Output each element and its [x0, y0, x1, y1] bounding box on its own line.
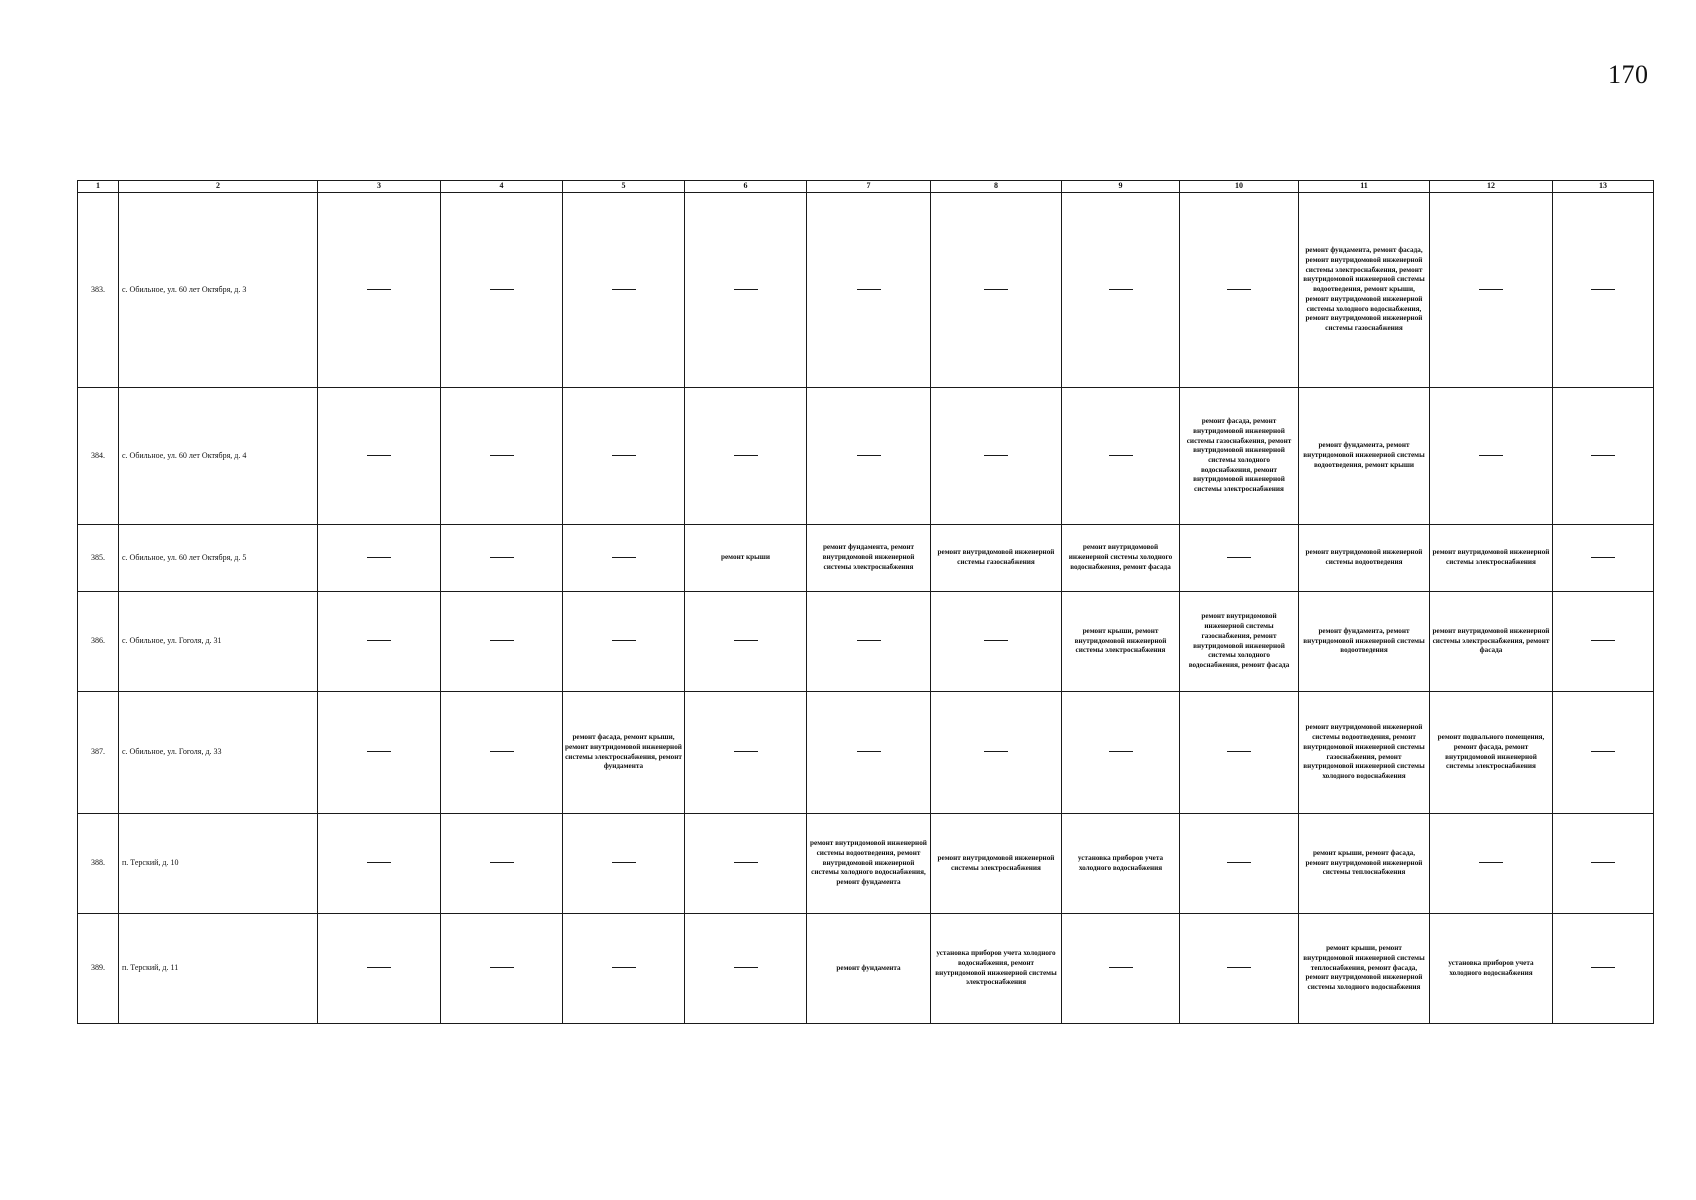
dash-mark — [734, 862, 758, 863]
dash-mark — [367, 455, 391, 456]
empty-cell-dash — [441, 193, 563, 388]
dash-mark — [1227, 967, 1251, 968]
empty-cell-dash — [1553, 193, 1654, 388]
empty-cell-dash — [685, 592, 807, 692]
empty-cell-dash — [1553, 525, 1654, 592]
dash-mark — [984, 751, 1008, 752]
work-description: ремонт крыши, ремонт фасада, ремонт внутридомовой инженерной системы теплоснабжения — [1305, 848, 1423, 877]
dash-mark — [734, 455, 758, 456]
dash-mark — [734, 289, 758, 290]
dash-mark — [612, 455, 636, 456]
column-header-10: 10 — [1180, 181, 1299, 193]
row-address: п. Терский, д. 11 — [119, 914, 318, 1024]
empty-cell-dash — [318, 525, 441, 592]
empty-cell-dash — [1553, 692, 1654, 814]
work-description-cell — [1299, 525, 1430, 592]
empty-cell-dash — [1180, 814, 1299, 914]
column-header-11: 11 — [1299, 181, 1430, 193]
empty-cell-dash — [563, 814, 685, 914]
row-address: с. Обильное, ул. 60 лет Октября, д. 5 — [119, 525, 318, 592]
empty-cell-dash — [1430, 388, 1553, 525]
empty-cell-dash — [563, 388, 685, 525]
work-description: ремонт внутридомовой инженерной системы холодного водоснабжения, ремонт фасада — [1068, 543, 1173, 571]
empty-cell-dash — [318, 592, 441, 692]
empty-cell-dash — [807, 193, 931, 388]
dash-mark — [1591, 455, 1615, 456]
table-row — [78, 592, 1654, 692]
empty-cell-dash — [807, 388, 931, 525]
dash-mark — [490, 640, 514, 641]
dash-mark — [1591, 557, 1615, 558]
empty-cell-dash — [1553, 388, 1654, 525]
empty-cell-dash — [685, 814, 807, 914]
empty-cell-dash — [441, 525, 563, 592]
dash-mark — [367, 640, 391, 641]
row-address: с. Обильное, ул. 60 лет Октября, д. 4 — [119, 388, 318, 525]
column-header-13: 13 — [1553, 181, 1654, 193]
table-body — [78, 193, 1654, 1024]
repair-schedule-table — [77, 180, 1654, 1024]
work-description: установка приборов учета холодного водоснабжения — [1448, 958, 1534, 977]
header-row — [78, 181, 1654, 193]
dash-mark — [734, 640, 758, 641]
empty-cell-dash — [1062, 388, 1180, 525]
dash-mark — [1109, 751, 1133, 752]
dash-mark — [367, 557, 391, 558]
work-description: ремонт внутридомовой инженерной системы водоотведения, ремонт внутридомовой инженерной системы газоснабжения, ремонт внутридомовой инженерной системы холодного водоснабжения — [1303, 723, 1425, 780]
empty-cell-dash — [318, 814, 441, 914]
work-description-cell — [563, 692, 685, 814]
work-description: ремонт внутридомовой инженерной системы водоотведения, ремонт внутридомовой инженерной системы холодного водоснабжения, ремонт фундамента — [810, 839, 927, 887]
empty-cell-dash — [1180, 193, 1299, 388]
dash-mark — [490, 289, 514, 290]
dash-mark — [1591, 967, 1615, 968]
table-row — [78, 914, 1654, 1024]
dash-mark — [490, 967, 514, 968]
empty-cell-dash — [1553, 914, 1654, 1024]
row-number: 385. — [78, 525, 119, 592]
work-description: ремонт крыши, ремонт внутридомовой инженерной системы теплоснабжения, ремонт фасада, ремонт внутридомовой инженерной системы холодного водоснабжения — [1303, 944, 1425, 992]
dash-mark — [367, 289, 391, 290]
empty-cell-dash — [1062, 692, 1180, 814]
work-description: ремонт фундамента, ремонт внутридомовой инженерной системы водоотведения, ремонт крыши — [1303, 441, 1425, 469]
dash-mark — [490, 455, 514, 456]
empty-cell-dash — [441, 388, 563, 525]
work-description-cell — [1299, 388, 1430, 525]
row-address: п. Терский, д. 10 — [119, 814, 318, 914]
empty-cell-dash — [807, 592, 931, 692]
work-description: ремонт внутридомовой инженерной системы газоснабжения, ремонт внутридомовой инженерной системы холодного водоснабжения, ремонт фасада — [1188, 612, 1290, 669]
empty-cell-dash — [931, 692, 1062, 814]
dash-mark — [1227, 862, 1251, 863]
work-description-cell — [1299, 914, 1430, 1024]
row-address: с. Обильное, ул. 60 лет Октября, д. 3 — [119, 193, 318, 388]
dash-mark — [1227, 557, 1251, 558]
dash-mark — [1591, 289, 1615, 290]
dash-mark — [367, 862, 391, 863]
column-header-12: 12 — [1430, 181, 1553, 193]
row-number: 386. — [78, 592, 119, 692]
work-description: ремонт внутридомовой инженерной системы газоснабжения — [937, 548, 1055, 566]
work-description-cell — [1299, 814, 1430, 914]
page-number: 170 — [1608, 60, 1649, 89]
dash-mark — [612, 557, 636, 558]
dash-mark — [1479, 455, 1503, 456]
work-description-cell — [807, 914, 931, 1024]
dash-mark — [857, 289, 881, 290]
work-description: ремонт фундамента, ремонт внутридомовой инженерной системы водоотведения — [1303, 626, 1425, 655]
empty-cell-dash — [1553, 814, 1654, 914]
column-header-9: 9 — [1062, 181, 1180, 193]
dash-mark — [367, 967, 391, 968]
dash-mark — [734, 751, 758, 752]
work-description: ремонт внутридомовой инженерной системы электроснабжения — [1432, 548, 1550, 566]
empty-cell-dash — [1180, 692, 1299, 814]
work-description-cell — [807, 814, 931, 914]
dash-mark — [984, 455, 1008, 456]
row-number: 384. — [78, 388, 119, 525]
empty-cell-dash — [318, 388, 441, 525]
column-header-3: 3 — [318, 181, 441, 193]
dash-mark — [1591, 862, 1615, 863]
empty-cell-dash — [441, 814, 563, 914]
dash-mark — [1479, 289, 1503, 290]
work-description-cell — [1430, 914, 1553, 1024]
work-description-cell — [1299, 692, 1430, 814]
dash-mark — [367, 751, 391, 752]
work-description-cell — [1180, 388, 1299, 525]
empty-cell-dash — [1062, 193, 1180, 388]
work-description: ремонт подвального помещения, ремонт фасада, ремонт внутридомовой инженерной системы электроснабжения — [1437, 733, 1545, 771]
column-header-2: 2 — [119, 181, 318, 193]
dash-mark — [612, 967, 636, 968]
work-description: ремонт крыши — [720, 553, 770, 562]
work-description: установка приборов учета холодного водоснабжения — [1077, 853, 1164, 872]
dash-mark — [1109, 455, 1133, 456]
empty-cell-dash — [1430, 814, 1553, 914]
empty-cell-dash — [931, 193, 1062, 388]
work-description-cell — [685, 525, 807, 592]
empty-cell-dash — [1062, 914, 1180, 1024]
empty-cell-dash — [807, 692, 931, 814]
empty-cell-dash — [1553, 592, 1654, 692]
empty-cell-dash — [931, 388, 1062, 525]
work-description-cell — [931, 814, 1062, 914]
empty-cell-dash — [318, 692, 441, 814]
row-number: 388. — [78, 814, 119, 914]
table-row — [78, 388, 1654, 525]
row-number: 387. — [78, 692, 119, 814]
empty-cell-dash — [318, 914, 441, 1024]
empty-cell-dash — [563, 592, 685, 692]
dash-mark — [1109, 289, 1133, 290]
column-header-6: 6 — [685, 181, 807, 193]
dash-mark — [1479, 862, 1503, 863]
empty-cell-dash — [441, 692, 563, 814]
dash-mark — [612, 862, 636, 863]
work-description: ремонт внутридомовой инженерной системы водоотведения — [1305, 548, 1423, 566]
row-number: 383. — [78, 193, 119, 388]
dash-mark — [1591, 751, 1615, 752]
empty-cell-dash — [685, 914, 807, 1024]
dash-mark — [490, 557, 514, 558]
work-description-cell — [1062, 814, 1180, 914]
work-description-cell — [807, 525, 931, 592]
dash-mark — [612, 289, 636, 290]
work-description-cell — [931, 525, 1062, 592]
work-description-cell — [1062, 525, 1180, 592]
work-description: ремонт фундамента, ремонт фасада, ремонт внутридомовой инженерной системы электроснабжения, ремонт внутридомовой инженерной системы водоотведения, ремонт крыши, ремонт внутридомовой инженерной системы холодного водоснабжения, ремонт внутридомовой инженерной системы газоснабжения — [1303, 246, 1425, 333]
table-row — [78, 193, 1654, 388]
work-description: ремонт внутридомовой инженерной системы электроснабжения — [937, 853, 1055, 872]
column-header-8: 8 — [931, 181, 1062, 193]
dash-mark — [490, 862, 514, 863]
table-row — [78, 814, 1654, 914]
empty-cell-dash — [563, 525, 685, 592]
empty-cell-dash — [563, 914, 685, 1024]
work-description: ремонт фундамента — [836, 963, 901, 972]
column-header-4: 4 — [441, 181, 563, 193]
work-description-cell — [1430, 692, 1553, 814]
empty-cell-dash — [563, 193, 685, 388]
empty-cell-dash — [441, 592, 563, 692]
work-description-cell — [1299, 193, 1430, 388]
dash-mark — [612, 640, 636, 641]
dash-mark — [857, 640, 881, 641]
work-description-cell — [1430, 592, 1553, 692]
dash-mark — [1109, 967, 1133, 968]
table-row — [78, 525, 1654, 592]
empty-cell-dash — [318, 193, 441, 388]
row-address: с. Обильное, ул. Гоголя, д. 33 — [119, 692, 318, 814]
dash-mark — [984, 289, 1008, 290]
work-description: ремонт крыши, ремонт внутридомовой инженерной системы электроснабжения — [1074, 626, 1167, 655]
empty-cell-dash — [1180, 525, 1299, 592]
dash-mark — [1227, 289, 1251, 290]
row-address: с. Обильное, ул. Гоголя, д. 31 — [119, 592, 318, 692]
dash-mark — [857, 455, 881, 456]
dash-mark — [490, 751, 514, 752]
dash-mark — [1591, 640, 1615, 641]
work-description: ремонт фасада, ремонт крыши, ремонт внутридомовой инженерной системы электроснабжения, ремонт фундамента — [565, 733, 682, 771]
empty-cell-dash — [685, 193, 807, 388]
row-number: 389. — [78, 914, 119, 1024]
empty-cell-dash — [685, 692, 807, 814]
work-description: ремонт фундамента, ремонт внутридомовой инженерной системы электроснабжения — [822, 543, 915, 571]
column-header-1: 1 — [78, 181, 119, 193]
table-row — [78, 692, 1654, 814]
work-description: ремонт внутридомовой инженерной системы электроснабжения, ремонт фасада — [1432, 626, 1550, 655]
work-description: установка приборов учета холодного водоснабжения, ремонт внутридомовой инженерной системы электроснабжения — [935, 949, 1057, 987]
empty-cell-dash — [1430, 193, 1553, 388]
empty-cell-dash — [685, 388, 807, 525]
dash-mark — [984, 640, 1008, 641]
empty-cell-dash — [1180, 914, 1299, 1024]
column-header-5: 5 — [563, 181, 685, 193]
work-description-cell — [1299, 592, 1430, 692]
dash-mark — [857, 751, 881, 752]
work-description-cell — [1430, 525, 1553, 592]
dash-mark — [734, 967, 758, 968]
empty-cell-dash — [931, 592, 1062, 692]
work-description-cell — [1180, 592, 1299, 692]
column-header-7: 7 — [807, 181, 931, 193]
dash-mark — [1227, 751, 1251, 752]
work-description-cell — [1062, 592, 1180, 692]
empty-cell-dash — [441, 914, 563, 1024]
work-description-cell — [931, 914, 1062, 1024]
work-description: ремонт фасада, ремонт внутридомовой инженерной системы газоснабжения, ремонт внутридомовой инженерной системы холодного водоснабжения, ремонт внутридомовой инженерной системы электроснабжения — [1186, 417, 1292, 494]
